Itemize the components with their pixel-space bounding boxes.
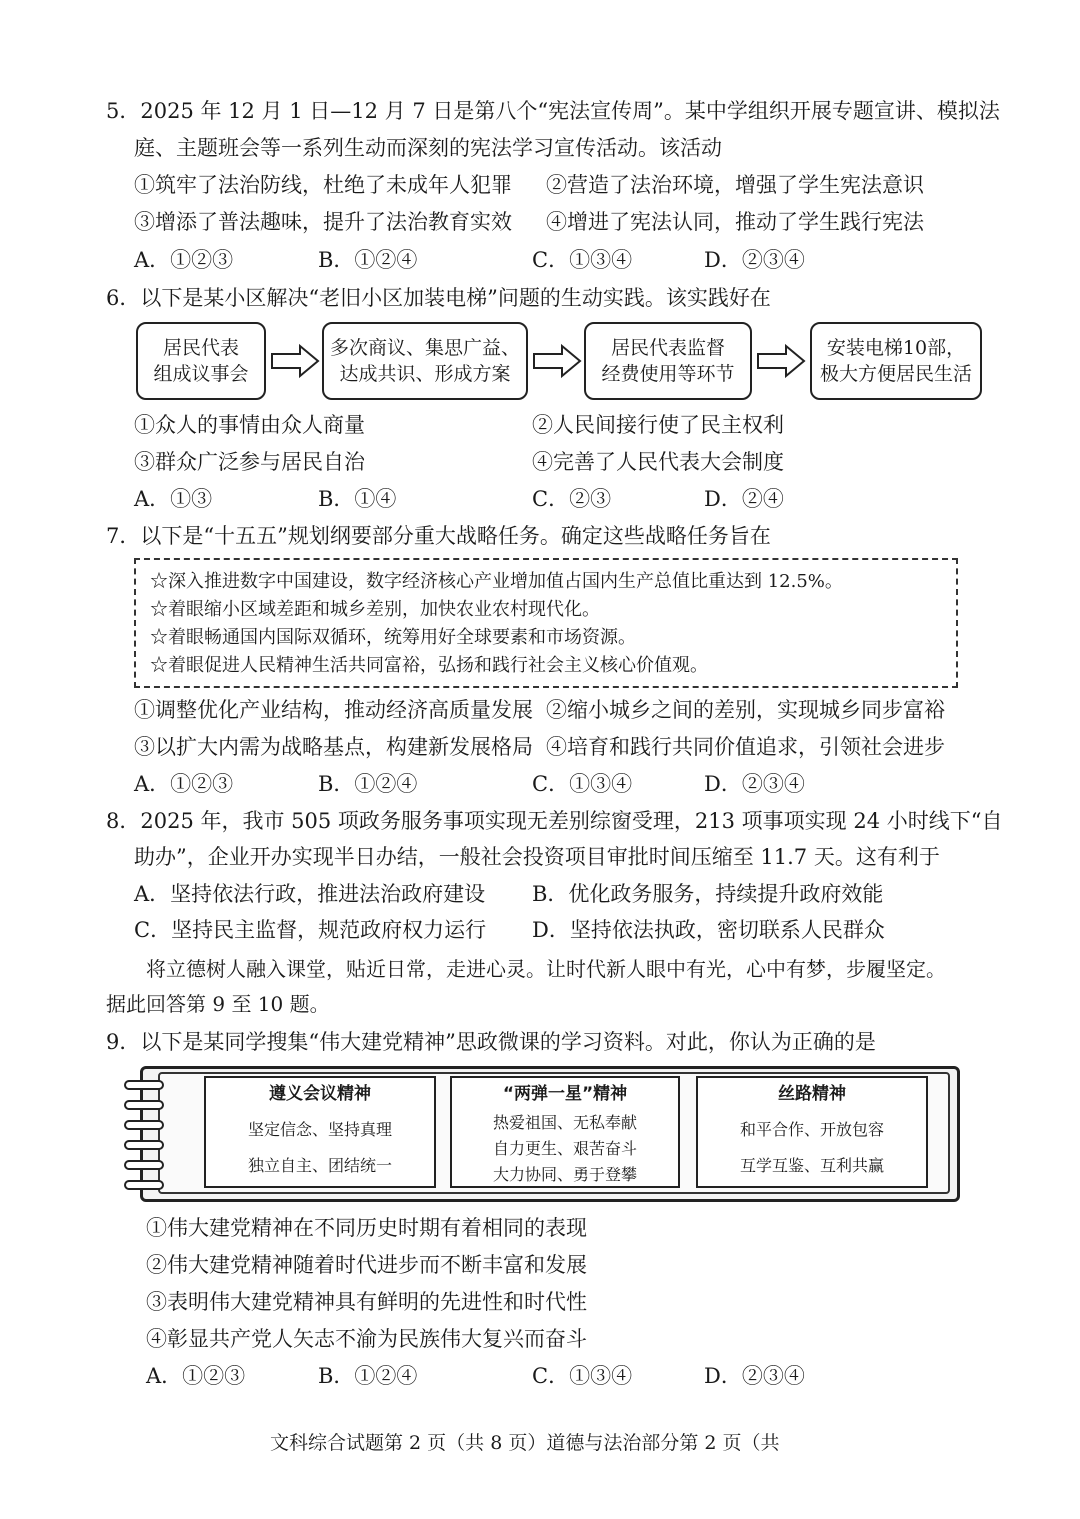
spiral-ring-icon	[124, 1140, 164, 1150]
q8-option-d[interactable]: D．坚持依法执政，密切联系人民群众	[532, 918, 885, 942]
flow-step-4-line2: 极大方便居民生活	[819, 363, 972, 385]
q8-option-c[interactable]: C．坚持民主监督，规范政府权力运行	[134, 918, 487, 942]
q5-item-2: ②营造了法治环境，增强了学生宪法意识	[546, 173, 924, 197]
q6-item-1: ①众人的事情由众人商量	[134, 413, 365, 437]
q7-item-3: ③以扩大内需为战略基点，构建新发展格局	[134, 735, 533, 759]
strategy-tasks-box	[134, 558, 958, 688]
strategy-task-4: ☆着眼促进人民精神生活共同富裕，弘扬和践行社会主义核心价值观。	[150, 655, 708, 676]
q7-option-a[interactable]: A．①②③	[134, 772, 234, 796]
flow-step-3-line1: 居民代表监督	[610, 337, 725, 359]
q5-option-a[interactable]: A．①②③	[134, 248, 234, 272]
flow-step-1	[136, 322, 266, 400]
arrow-right-icon	[270, 343, 320, 379]
q5-item-4: ④增进了宪法认同，推动了学生践行宪法	[546, 210, 924, 234]
spiral-ring-icon	[124, 1180, 164, 1190]
q7-item-4: ④培育和践行共同价值追求，引领社会进步	[546, 735, 945, 759]
q9-item-2: ②伟大建党精神随着时代进步而不断丰富和发展	[146, 1253, 587, 1277]
q9-stem: 9．以下是某同学搜集“伟大建党精神”思政微课的学习资料。对此，你认为正确的是	[106, 1030, 876, 1054]
strategy-task-1: ☆深入推进数字中国建设，数字经济核心产业增加值占国内生产总值比重达到 12.5%。	[150, 571, 843, 592]
q7-option-b[interactable]: B．①②④	[318, 772, 418, 796]
q9-item-1: ①伟大建党精神在不同历史时期有着相同的表现	[146, 1216, 587, 1240]
q5-stem-line1: 5．2025 年 12 月 1 日—12 月 7 日是第八个“宪法宣传周”。某中学组织开展专题宣讲、模拟法	[106, 99, 1000, 123]
q9-option-d[interactable]: D．②③④	[704, 1364, 805, 1388]
q6-item-2: ②人民间接行使了民主权利	[532, 413, 784, 437]
q5-option-c[interactable]: C．①③④	[532, 248, 633, 272]
q5-item-3: ③增添了普法趣味，提升了法治教育实效	[134, 210, 512, 234]
q5-stem-line2: 庭、主题班会等一系列生动而深刻的宪法学习宣传活动。该活动	[134, 136, 722, 160]
flow-step-1-line2: 组成议事会	[153, 363, 249, 385]
q9-option-b[interactable]: B．①②④	[318, 1364, 418, 1388]
strategy-task-2: ☆着眼缩小区域差距和城乡差别，加快农业农村现代化。	[150, 599, 600, 620]
flow-step-2-line2: 达成共识、形成方案	[339, 363, 511, 385]
arrow-right-icon	[756, 343, 806, 379]
card-title: 遵义会议精神	[269, 1084, 371, 1104]
arrow-right-icon	[532, 343, 582, 379]
section-intro-line2: 据此回答第 9 至 10 题。	[106, 992, 330, 1016]
q9-option-a[interactable]: A．①②③	[146, 1364, 246, 1388]
card-line: 热爱祖国、无私奉献	[492, 1113, 637, 1132]
spirit-card-two-bombs	[450, 1076, 680, 1188]
q6-item-4: ④完善了人民代表大会制度	[532, 450, 784, 474]
q6-item-3: ③群众广泛参与居民自治	[134, 450, 365, 474]
strategy-task-3: ☆着眼畅通国内国际双循环，统筹用好全球要素和市场资源。	[150, 627, 636, 648]
q8-option-b[interactable]: B．优化政务服务，持续提升政府效能	[532, 882, 884, 906]
q7-option-c[interactable]: C．①③④	[532, 772, 633, 796]
page-footer: 文科综合试题第 2 页（共 8 页）道德与法治部分第 2 页（共	[270, 1432, 780, 1454]
flow-step-2-line1: 多次商议、集思广益、	[329, 337, 520, 359]
flow-step-2	[322, 322, 528, 400]
q5-item-1: ①筑牢了法治防线，杜绝了未成年人犯罪	[134, 173, 512, 197]
flow-step-3	[584, 322, 752, 400]
flow-step-4	[810, 322, 982, 400]
spiral-ring-icon	[124, 1120, 164, 1130]
card-line: 互学互鉴、互利共赢	[739, 1156, 884, 1175]
section-intro-line1: 将立德树人融入课堂，贴近日常，走进心灵。让时代新人眼中有光，心中有梦，步履坚定。	[146, 957, 946, 981]
q9-item-4: ④彰显共产党人矢志不渝为民族伟大复兴而奋斗	[146, 1327, 587, 1351]
q9-item-3: ③表明伟大建党精神具有鲜明的先进性和时代性	[146, 1290, 587, 1314]
q7-option-d[interactable]: D．②③④	[704, 772, 805, 796]
q8-option-a[interactable]: A．坚持依法行政，推进法治政府建设	[134, 882, 486, 906]
spiral-ring-icon	[124, 1080, 164, 1090]
card-line: 和平合作、开放包容	[739, 1120, 884, 1139]
q9-option-c[interactable]: C．①③④	[532, 1364, 633, 1388]
spirit-card-zunyi	[204, 1076, 436, 1188]
q7-stem: 7．以下是“十五五”规划纲要部分重大战略任务。确定这些战略任务旨在	[106, 524, 771, 548]
flow-step-3-line2: 经费使用等环节	[601, 363, 735, 385]
q6-option-a[interactable]: A．①③	[134, 487, 213, 511]
card-line: 坚定信念、坚持真理	[247, 1120, 392, 1139]
q7-item-1: ①调整优化产业结构，推动经济高质量发展	[134, 698, 533, 722]
card-line: 大力协同、勇于登攀	[492, 1165, 637, 1184]
q6-stem: 6．以下是某小区解决“老旧小区加装电梯”问题的生动实践。该实践好在	[106, 286, 771, 310]
spiral-ring-icon	[124, 1100, 164, 1110]
q5-option-b[interactable]: B．①②④	[318, 248, 418, 272]
card-line: 自力更生、艰苦奋斗	[492, 1139, 637, 1158]
q6-option-b[interactable]: B．①④	[318, 487, 397, 511]
q5-option-d[interactable]: D．②③④	[704, 248, 805, 272]
q8-stem-line2: 助办”，企业开办实现半日办结，一般社会投资项目审批时间压缩至 11.7 天。这有利于	[134, 845, 940, 869]
card-title: 丝路精神	[778, 1084, 846, 1104]
q6-option-c[interactable]: C．②③	[532, 487, 612, 511]
q8-stem-line1: 8．2025 年，我市 505 项政务服务事项实现无差别综窗受理，213 项事项实现 24 小时线下“自	[106, 809, 1003, 833]
flow-step-1-line1: 居民代表	[162, 337, 239, 359]
card-title: “两弹一星”精神	[502, 1084, 628, 1104]
card-line: 独立自主、团结统一	[247, 1156, 392, 1175]
q7-item-2: ②缩小城乡之间的差别，实现城乡同步富裕	[546, 698, 945, 722]
spirit-card-silk-road	[696, 1076, 928, 1188]
flow-step-4-line1: 安装电梯10部，	[826, 337, 966, 359]
spiral-ring-icon	[124, 1160, 164, 1170]
q6-option-d[interactable]: D．②④	[704, 487, 784, 511]
